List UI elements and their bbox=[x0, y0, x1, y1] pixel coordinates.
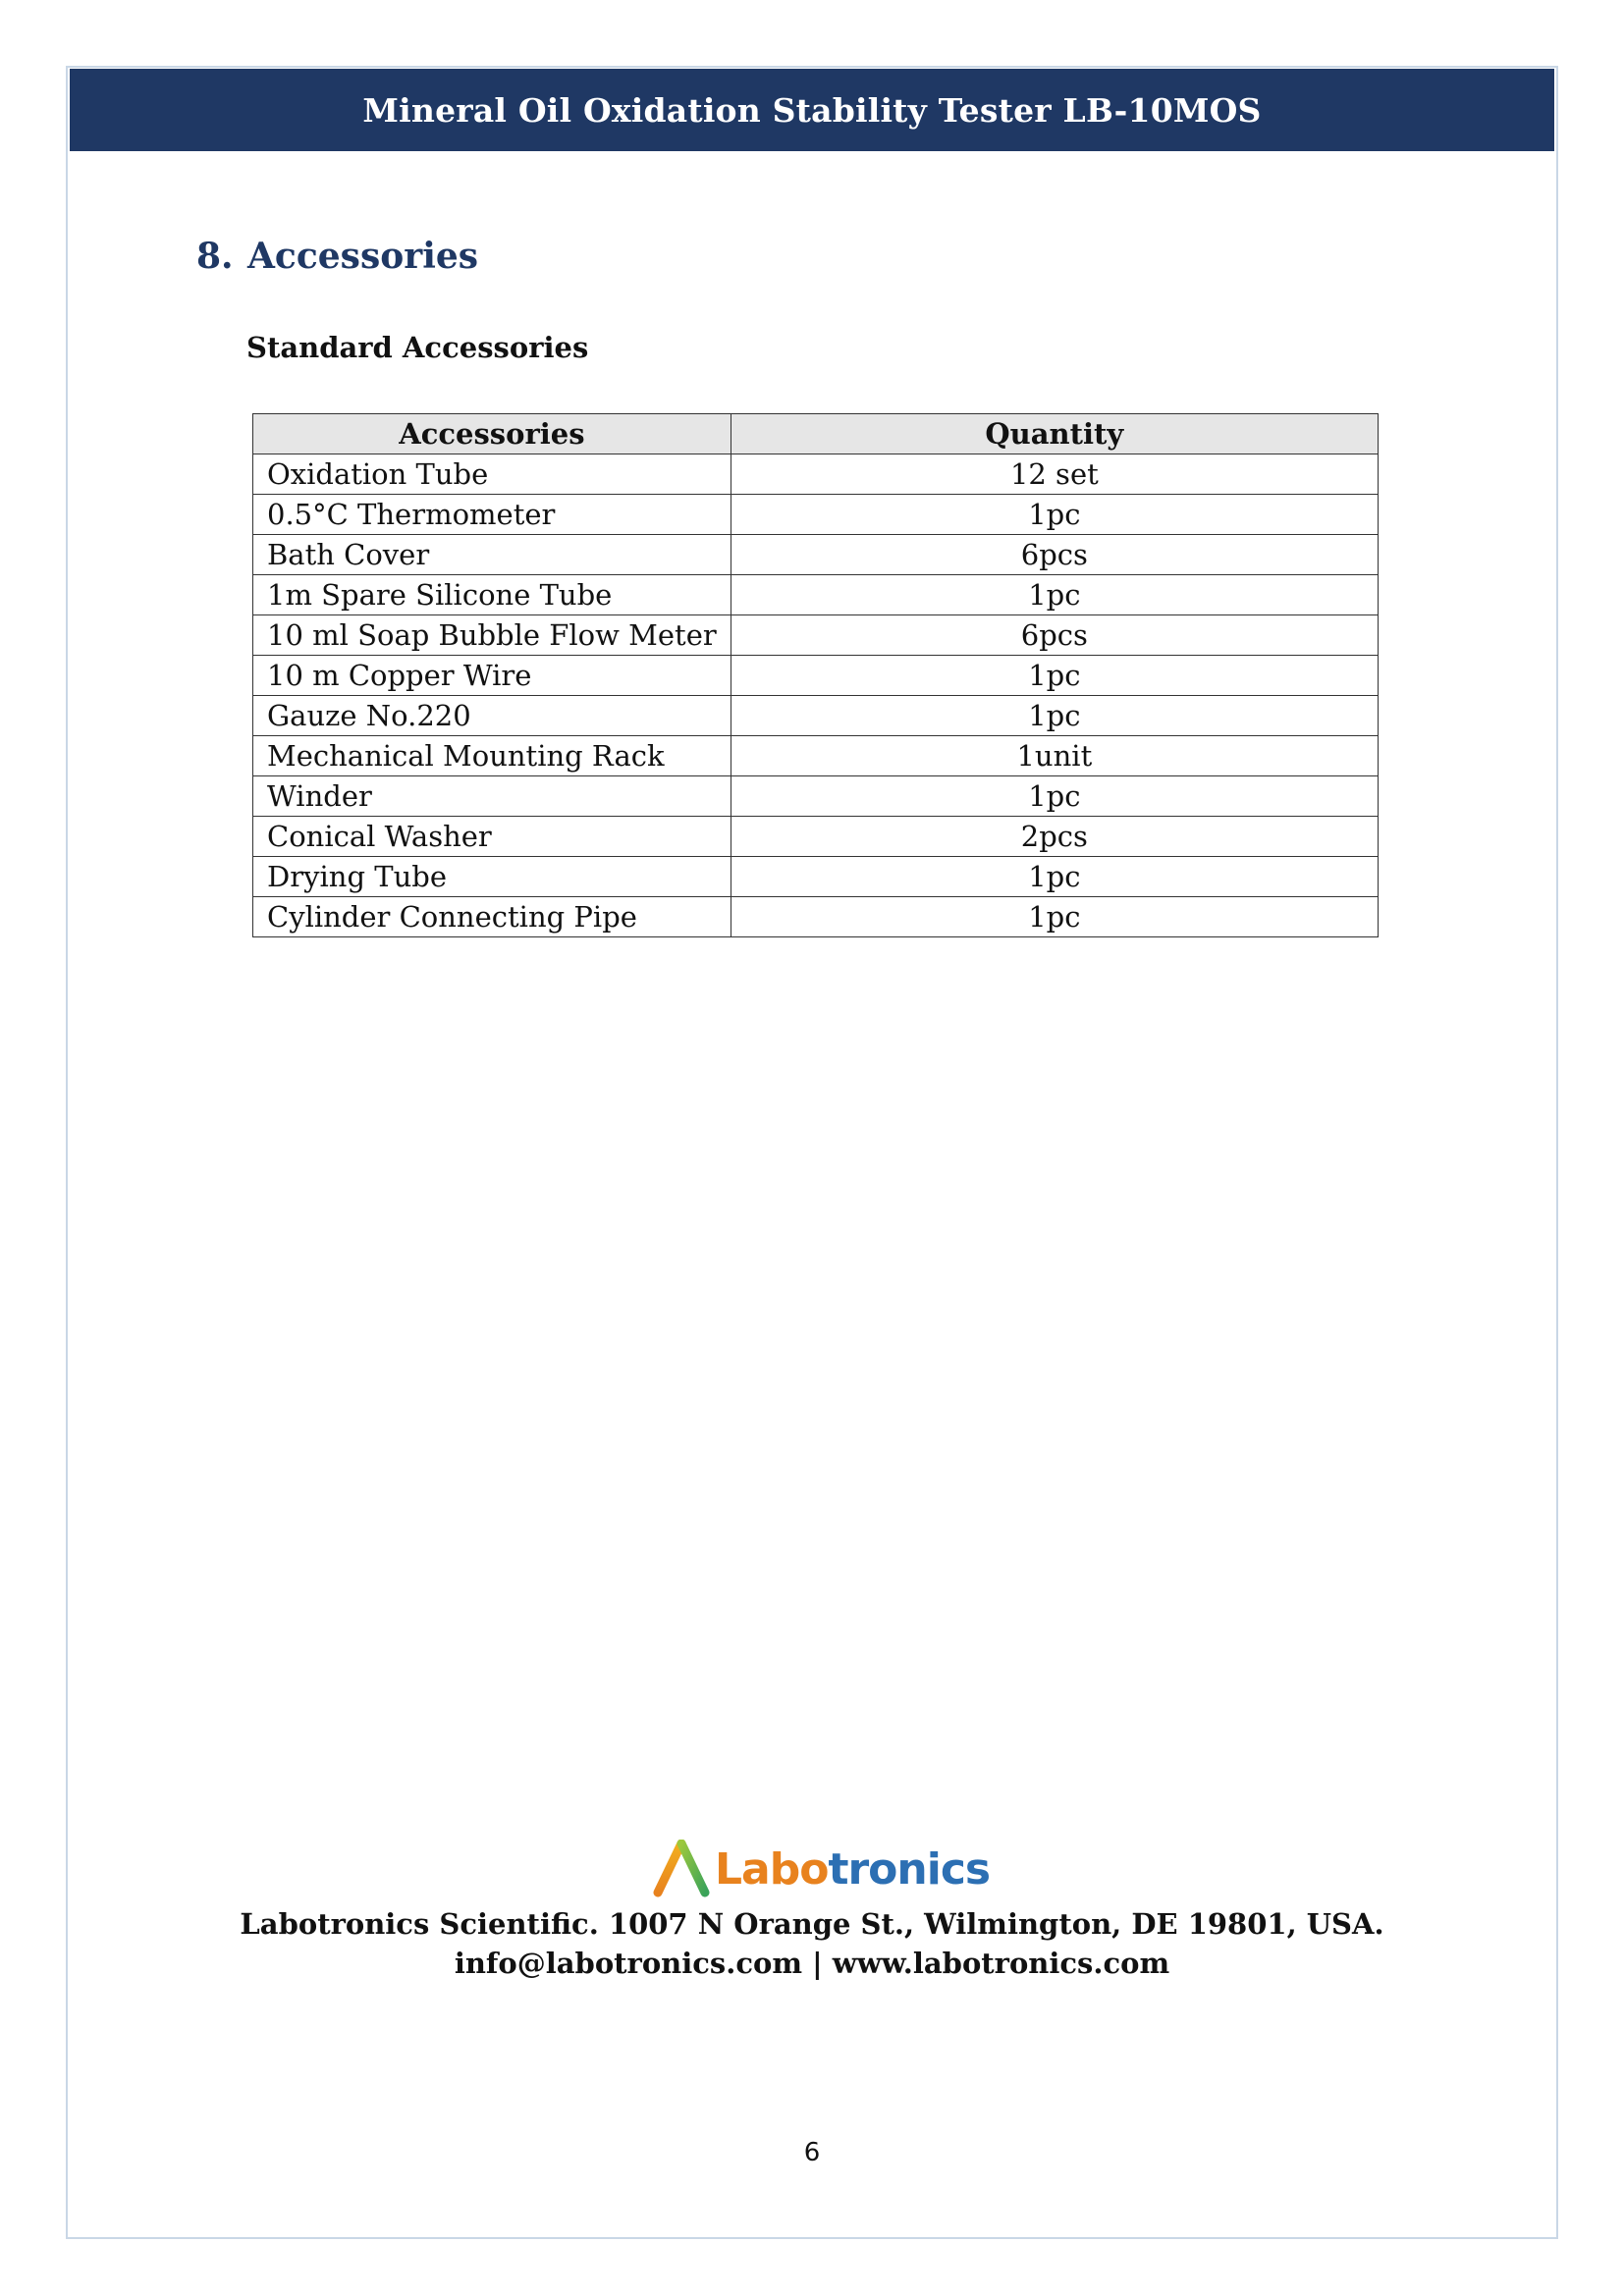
footer-contact: info@labotronics.com | www.labotronics.com bbox=[454, 1947, 1170, 1980]
accessory-quantity-cell: 1pc bbox=[731, 656, 1378, 696]
accessory-name-cell: Mechanical Mounting Rack bbox=[253, 736, 731, 776]
accessory-quantity-cell: 1pc bbox=[731, 857, 1378, 897]
section-title-text: Accessories bbox=[247, 236, 479, 277]
table-row bbox=[253, 736, 1379, 776]
accessory-quantity-cell: 12 set bbox=[731, 454, 1378, 495]
accessory-quantity-cell: 1pc bbox=[731, 776, 1378, 817]
accessory-name-cell: Drying Tube bbox=[253, 857, 731, 897]
table-row bbox=[253, 696, 1379, 736]
accessory-quantity-cell: 1pc bbox=[731, 495, 1378, 535]
page-number: 6 bbox=[803, 2138, 821, 2167]
accessory-name-cell: 0.5°C Thermometer bbox=[253, 495, 731, 535]
table-row bbox=[253, 897, 1379, 937]
table-row bbox=[253, 615, 1379, 656]
accessory-quantity-cell: 2pcs bbox=[731, 817, 1378, 857]
column-header-accessories: Accessories bbox=[253, 414, 731, 454]
accessory-name-cell: Conical Washer bbox=[253, 817, 731, 857]
company-logo bbox=[652, 1838, 990, 1902]
table-row bbox=[253, 817, 1379, 857]
subsection-title: Standard Accessories bbox=[246, 331, 589, 364]
header-bar bbox=[70, 69, 1554, 151]
table-body bbox=[253, 454, 1379, 937]
column-header-quantity: Quantity bbox=[731, 414, 1378, 454]
accessory-name-cell: Winder bbox=[253, 776, 731, 817]
logo-text-labo: Labo bbox=[715, 1844, 829, 1895]
accessory-name-cell: 10 ml Soap Bubble Flow Meter bbox=[253, 615, 731, 656]
logo-text-tronics: tronics bbox=[828, 1844, 991, 1895]
logo-wordmark bbox=[715, 1844, 991, 1895]
accessory-quantity-cell: 1unit bbox=[731, 736, 1378, 776]
table-header-row bbox=[253, 414, 1379, 454]
table-row bbox=[253, 454, 1379, 495]
table-row bbox=[253, 656, 1379, 696]
accessory-quantity-cell: 1pc bbox=[731, 897, 1378, 937]
accessory-quantity-cell: 6pcs bbox=[731, 535, 1378, 575]
accessory-name-cell: Gauze No.220 bbox=[253, 696, 731, 736]
accessory-name-cell: Oxidation Tube bbox=[253, 454, 731, 495]
table-row bbox=[253, 776, 1379, 817]
footer-address: Labotronics Scientific. 1007 N Orange St., Wilmington, DE 19801, USA. bbox=[240, 1907, 1384, 1941]
triangle-logo-icon bbox=[652, 1840, 711, 1900]
accessory-name-cell: Cylinder Connecting Pipe bbox=[253, 897, 731, 937]
table-row bbox=[253, 575, 1379, 615]
accessory-quantity-cell: 1pc bbox=[731, 696, 1378, 736]
header-title: Mineral Oil Oxidation Stability Tester LB-10MOS bbox=[362, 90, 1262, 130]
table-row bbox=[253, 857, 1379, 897]
section-number: 8. bbox=[196, 236, 234, 277]
accessory-name-cell: Bath Cover bbox=[253, 535, 731, 575]
table-row bbox=[253, 495, 1379, 535]
table-row bbox=[253, 535, 1379, 575]
accessory-name-cell: 1m Spare Silicone Tube bbox=[253, 575, 731, 615]
accessory-quantity-cell: 6pcs bbox=[731, 615, 1378, 656]
accessories-table bbox=[252, 413, 1379, 937]
accessory-name-cell: 10 m Copper Wire bbox=[253, 656, 731, 696]
section-title bbox=[196, 236, 478, 277]
accessory-quantity-cell: 1pc bbox=[731, 575, 1378, 615]
